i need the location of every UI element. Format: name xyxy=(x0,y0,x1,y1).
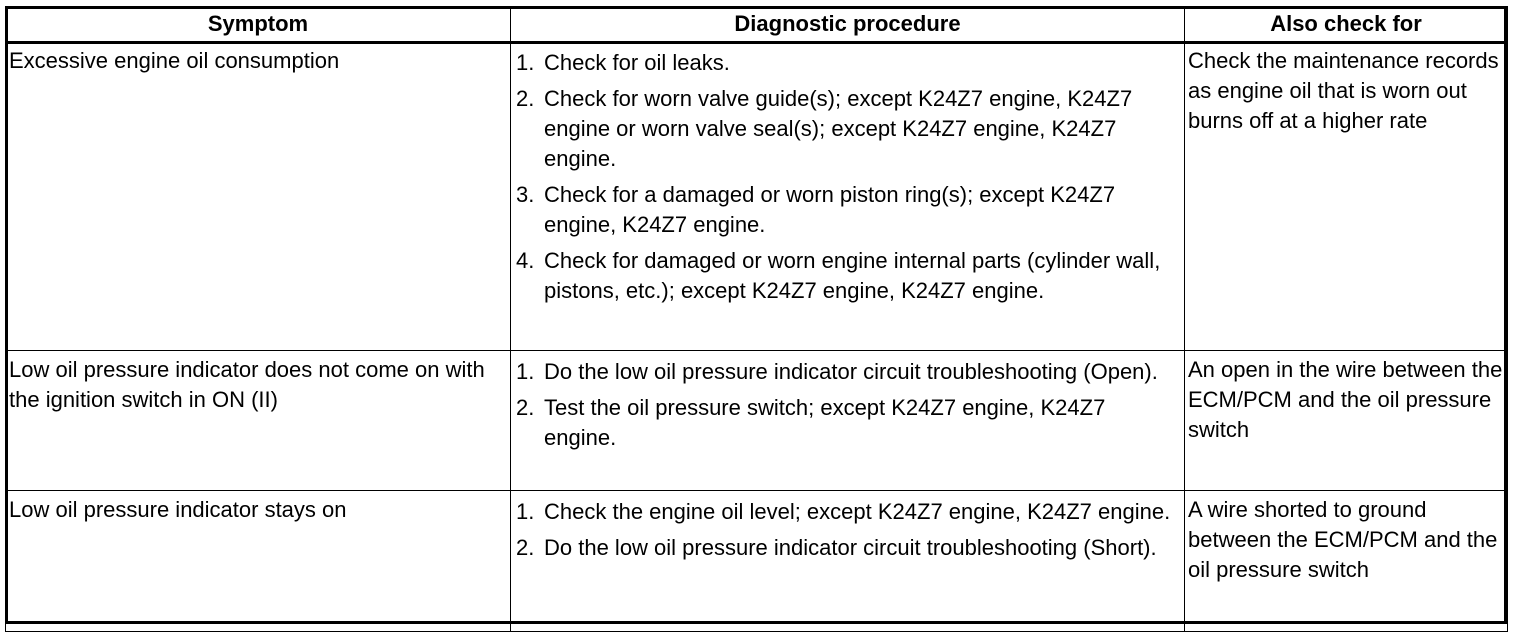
procedure-steps xyxy=(516,497,1178,563)
symptom-cell: Low oil pressure indicator does not come on with the ignition switch in ON (II) xyxy=(6,351,511,491)
procedure-cell xyxy=(511,491,1185,632)
table-row xyxy=(6,42,1508,351)
procedure-step xyxy=(516,246,1178,306)
step-text: Do the low oil pressure indicator circuit troubleshooting (Open). xyxy=(544,359,1158,384)
symptom-cell: Low oil pressure indicator stays on xyxy=(6,491,511,632)
diagnostic-table xyxy=(5,6,1508,632)
step-number: 2. xyxy=(516,395,535,420)
procedure-cell xyxy=(511,42,1185,351)
step-text: Check the engine oil level; except K24Z7 engine, K24Z7 engine. xyxy=(544,499,1171,524)
step-text: Do the low oil pressure indicator circuit troubleshooting (Short). xyxy=(544,535,1157,560)
procedure-step xyxy=(516,533,1178,563)
procedure-steps xyxy=(516,48,1178,306)
step-number: 1. xyxy=(516,50,535,75)
procedure-step xyxy=(516,357,1178,387)
also-check-cell: A wire shorted to ground between the ECM/PCM and the oil pressure switch xyxy=(1185,491,1508,632)
procedure-step xyxy=(516,393,1178,453)
table-row xyxy=(6,351,1508,491)
step-text: Check for damaged or worn engine internal parts (cylinder wall, pistons, etc.); except K24Z7 engine, K24Z7 engine. xyxy=(544,248,1161,303)
table-row xyxy=(6,491,1508,632)
header-symptom: Symptom xyxy=(6,7,511,42)
procedure-step xyxy=(516,84,1178,174)
also-check-cell: Check the maintenance records as engine oil that is worn out burns off at a higher rate xyxy=(1185,42,1508,351)
step-number: 3. xyxy=(516,182,535,207)
header-procedure: Diagnostic procedure xyxy=(511,7,1185,42)
step-number: 2. xyxy=(516,535,535,560)
header-also-check: Also check for xyxy=(1185,7,1508,42)
step-number: 1. xyxy=(516,499,535,524)
step-text: Test the oil pressure switch; except K24Z7 engine, K24Z7 engine. xyxy=(544,395,1106,450)
procedure-steps xyxy=(516,357,1178,453)
step-number: 4. xyxy=(516,248,535,273)
step-number: 2. xyxy=(516,86,535,111)
procedure-step xyxy=(516,180,1178,240)
procedure-cell xyxy=(511,351,1185,491)
procedure-step xyxy=(516,48,1178,78)
step-text: Check for a damaged or worn piston ring(s); except K24Z7 engine, K24Z7 engine. xyxy=(544,182,1116,237)
step-number: 1. xyxy=(516,359,535,384)
procedure-step xyxy=(516,497,1178,527)
header-row xyxy=(6,7,1508,42)
symptom-cell: Excessive engine oil consumption xyxy=(6,42,511,351)
step-text: Check for oil leaks. xyxy=(544,50,730,75)
also-check-cell: An open in the wire between the ECM/PCM and the oil pressure switch xyxy=(1185,351,1508,491)
step-text: Check for worn valve guide(s); except K24Z7 engine, K24Z7 engine or worn valve seal(s); except K24Z7 engine, K24Z7 engine. xyxy=(544,86,1133,171)
